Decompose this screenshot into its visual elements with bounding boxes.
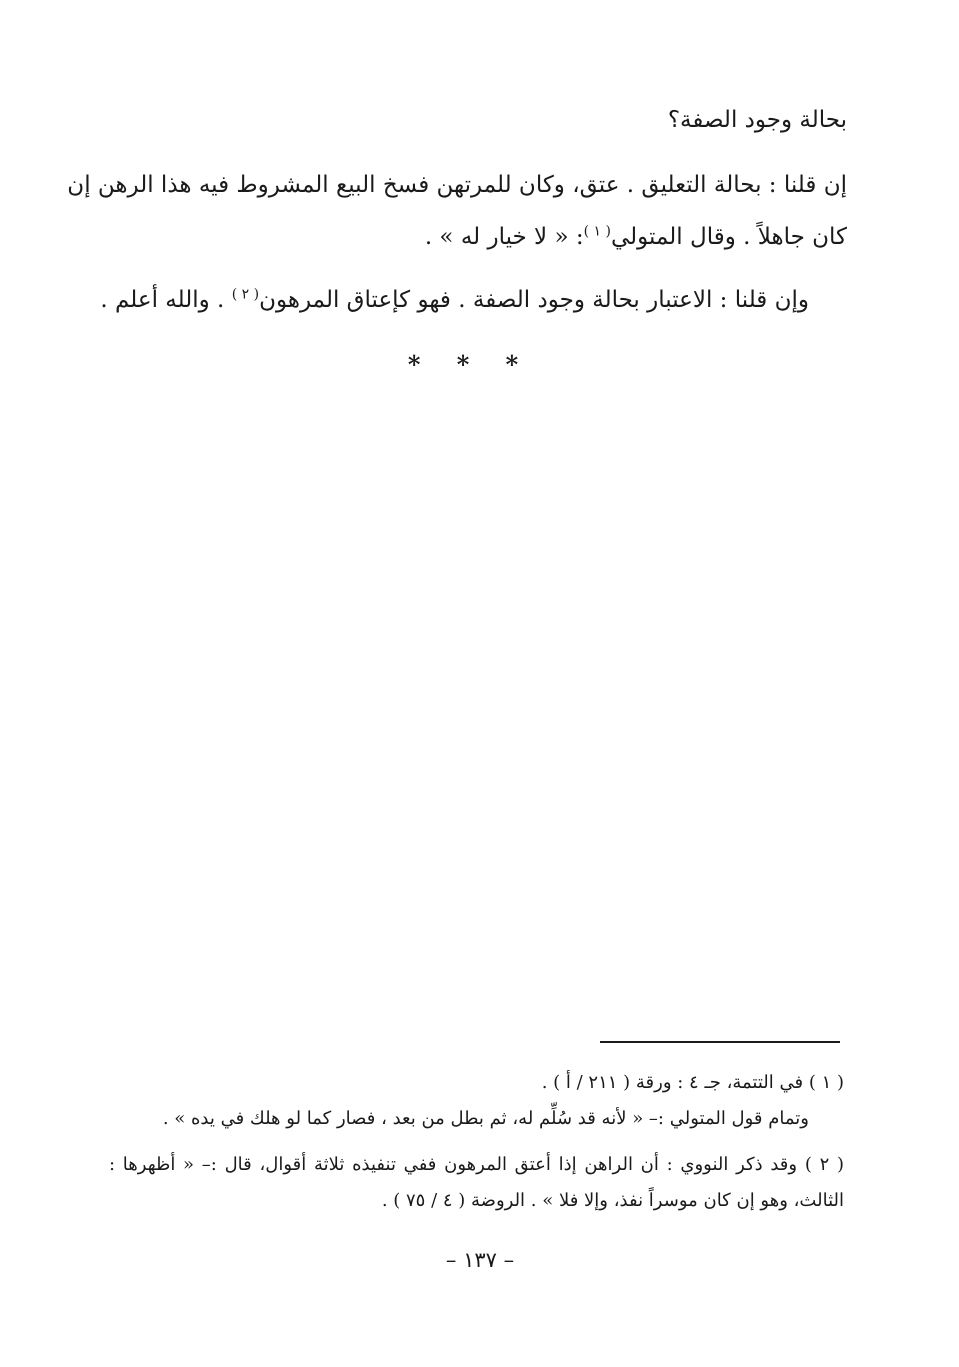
body-line-3-text: كان جاهلاً . وقال المتولي: [611, 224, 847, 250]
body-line-4-text: وإن قلنا : الاعتبار بحالة وجود الصفة . فهو كإعتاق المرهون: [259, 287, 809, 313]
body-line-3: [107, 222, 847, 252]
body-line-1: بحالة وجود الصفة؟: [667, 107, 847, 133]
footnote-2-line-1: ( ٢ ) وقد ذكر النووي : أن الراهن إذا أعتق المرهون ففي تنفيذه ثلاثة أقوال، قال :– « أظهرها :: [109, 1154, 844, 1175]
body-line-3-quote: : « لا خيار له » .: [424, 224, 584, 250]
page-number: – ١٣٧ –: [445, 1248, 515, 1272]
body-line-4: [100, 285, 809, 315]
footnote-marker-2: ( ٢ ): [231, 286, 260, 303]
body-line-4-closing: . والله أعلم .: [100, 287, 232, 313]
footnote-marker-1: ( ١ ): [583, 223, 611, 240]
section-separator: * * *: [407, 350, 533, 379]
footnote-1-line-2: وتمام قول المتولي :– « لأنه قد سُلِّم له، ثم بطل من بعد ، فصار كما لو هلك في يده » .: [162, 1108, 809, 1129]
footnote-1-line-1: ( ١ ) في التتمة، جـ ٤ : ورقة ( ٢١١ / أ ) .: [541, 1072, 844, 1093]
footnote-2-line-2: الثالث، وهو إن كان موسراً نفذ، وإلا فلا » . الروضة ( ٤ / ٧٥ ) .: [381, 1190, 844, 1211]
footnote-rule: [600, 1041, 840, 1043]
body-line-2: إن قلنا : بحالة التعليق . عتق، وكان للمرتهن فسخ البيع المشروط فيه هذا الرهن إن: [67, 172, 847, 198]
